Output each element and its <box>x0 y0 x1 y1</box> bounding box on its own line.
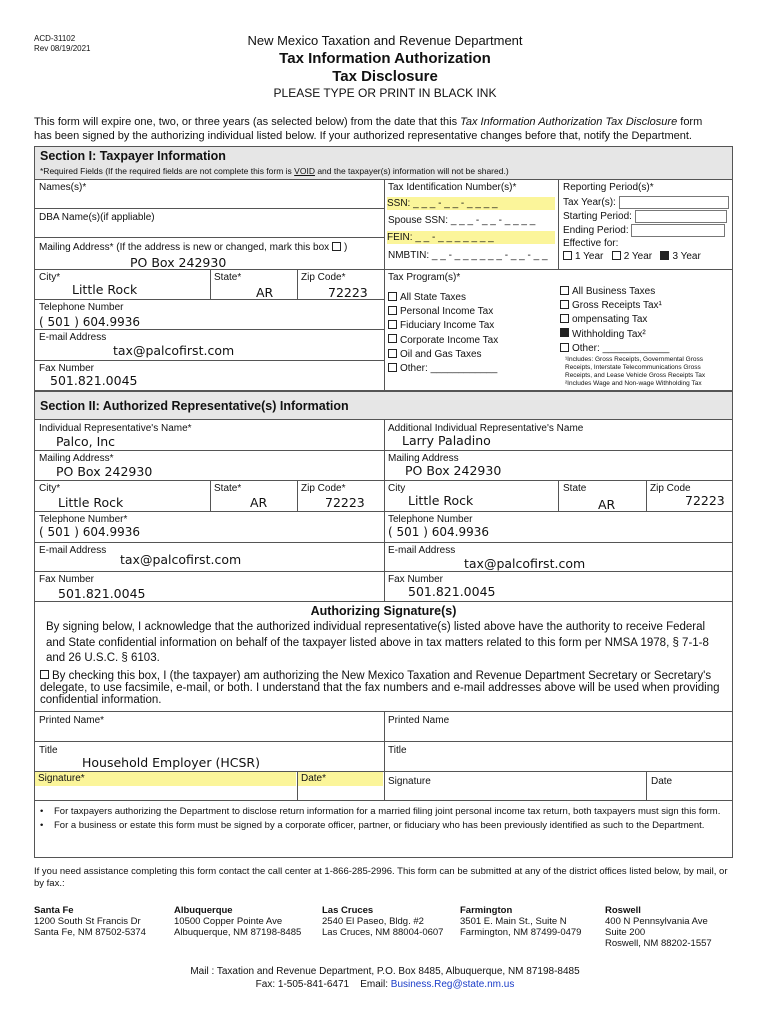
mailing-address-field[interactable]: PO Box 242930 <box>130 255 227 270</box>
rep-fax-label: Fax Number <box>39 574 95 585</box>
tax-years-row <box>563 196 729 209</box>
ending-period-label: Ending Period: <box>563 225 629 237</box>
rep-phone-label: Telephone Number* <box>39 514 128 525</box>
fax-email-consent <box>40 670 730 706</box>
add-rep-zip-field[interactable]: 72223 <box>685 493 725 508</box>
signature2-label: Signature <box>388 776 431 787</box>
starting-row <box>563 210 727 223</box>
date2-label: Date <box>651 776 673 787</box>
form-revision: Rev 08/19/2021 <box>34 44 91 53</box>
tax-years-input[interactable] <box>619 196 729 209</box>
office-santa-fe <box>34 905 146 938</box>
signature-label: Signature* <box>38 773 85 784</box>
note-text: For a business or estate this form must be signed by a corporate officer, partner, or fiduciary who has been previously identified as such to the Department. <box>54 819 705 831</box>
checkbox-icon <box>388 320 397 329</box>
signature-field[interactable] <box>35 772 296 786</box>
program-all-state[interactable] <box>388 291 498 305</box>
date-field[interactable] <box>298 772 383 786</box>
address-changed-checkbox[interactable] <box>332 242 341 251</box>
program-label: Withholding Tax² <box>572 328 646 340</box>
bullet-icon: • <box>40 806 44 817</box>
add-rep-email-field[interactable]: tax@palcofirst.com <box>464 556 586 571</box>
zip-label: Zip Code* <box>301 272 346 283</box>
city-field[interactable]: Little Rock <box>72 282 138 297</box>
rep-email-field[interactable]: tax@palcofirst.com <box>120 552 242 567</box>
rep-mail-label: Mailing Address* <box>39 453 114 464</box>
email-prefix: Email: <box>360 979 388 990</box>
office-name: Roswell <box>605 905 641 916</box>
program-label: Gross Receipts Tax¹ <box>572 300 662 312</box>
rep-city-label: City* <box>39 483 61 494</box>
starting-period-input[interactable] <box>635 210 727 223</box>
program-label: Other: ____________ <box>572 342 670 354</box>
program-footnotes <box>565 356 705 388</box>
rep-city-field[interactable]: Little Rock <box>58 495 124 510</box>
fax-email-line <box>0 979 770 990</box>
section2-header <box>34 391 733 420</box>
effective-options <box>563 251 701 262</box>
phone-number: 604.9936 <box>82 315 140 329</box>
mailing-label <box>39 242 347 253</box>
program-withholding[interactable] <box>560 328 669 342</box>
program-other-left[interactable] <box>388 362 498 376</box>
office-line: 3501 E. Main St., Suite N <box>460 916 567 927</box>
required-note <box>40 166 509 176</box>
form-subtitle: Tax Disclosure <box>332 68 438 85</box>
section1-header <box>34 146 733 180</box>
add-rep-mail-field[interactable]: PO Box 242930 <box>405 463 502 478</box>
office-las-cruces <box>322 905 443 938</box>
required-note-a: *Required Fields (If the required fields are not complete this form is <box>40 166 295 176</box>
phone-field[interactable] <box>39 315 140 329</box>
add-rep-phone-area: ( 501 ) <box>388 525 428 539</box>
rep-state-field[interactable]: AR <box>250 495 268 510</box>
assistance-text: If you need assistance completing this form contact the call center at 1-866-285-2996. This form can be submitted at any of the district offices listed below, by mail, or by fax.: <box>34 866 728 889</box>
rep-name-label: Individual Representative's Name* <box>39 423 192 434</box>
add-rep-phone-label: Telephone Number <box>388 514 473 525</box>
bullet-icon: • <box>40 819 44 831</box>
printed-name-label: Printed Name* <box>39 715 105 726</box>
rep-phone-area: ( 501 ) <box>39 525 79 539</box>
footnote-1: ¹Includes: Gross Receipts, Governmental Gross <box>565 356 703 363</box>
fax-email-consent-checkbox[interactable] <box>40 670 49 679</box>
add-rep-name-label: Additional Individual Representative's Name <box>388 423 584 434</box>
department-name: New Mexico Taxation and Revenue Department <box>247 33 523 48</box>
add-rep-city-label: City <box>388 483 406 494</box>
add-rep-name-field[interactable]: Larry Paladino <box>402 433 491 448</box>
spouse-ssn-field[interactable]: Spouse SSN: _ _ _ - _ _ - _ _ _ _ <box>388 215 536 226</box>
ending-period-input[interactable] <box>631 224 725 237</box>
intro-form-name: Tax Information Authorization Tax Disclosure <box>460 116 678 128</box>
section2-title: Section II: Authorized Representative(s) Information <box>40 399 349 413</box>
phone-label: Telephone Number <box>39 302 124 313</box>
program-other-right[interactable] <box>560 342 669 356</box>
programs-right-list <box>560 285 669 356</box>
rep-name-field[interactable]: Palco, Inc <box>56 434 116 449</box>
footnote-4: ²Includes Wage and Non-wage Withholding Tax <box>565 380 702 387</box>
program-personal-income[interactable] <box>388 305 498 319</box>
fax-label: Fax Number <box>39 363 95 374</box>
add-rep-phone-field[interactable] <box>388 525 489 539</box>
office-name: Las Cruces <box>322 905 374 916</box>
office-line: 10500 Copper Pointe Ave <box>174 916 283 927</box>
office-farmington <box>460 905 581 938</box>
program-label: ompensating Tax <box>572 314 648 326</box>
note-text: For taxpayers authorizing the Department to disclose return information for a married filing joint personal income tax return, both taxpayers must sign this form. <box>54 806 721 817</box>
starting-period-label: Starting Period: <box>563 211 632 223</box>
intro-line-2: has been signed by the authorizing individual listed below. If your authorized representative changes before that, notify the Department. <box>34 130 692 142</box>
void-word: VOID <box>294 166 315 176</box>
intro-part-b: form <box>677 116 703 128</box>
office-name: Albuquerque <box>174 905 233 916</box>
title-label: Title <box>39 745 58 756</box>
office-line: Suite 200 <box>605 927 646 938</box>
ssn-field[interactable]: SSN: _ _ _ - _ _ - _ _ _ _ <box>387 197 555 210</box>
office-line: Santa Fe, NM 87502-5374 <box>34 927 146 938</box>
section1-title: Section I: Taxpayer Information <box>40 149 226 163</box>
office-line: Farmington, NM 87499-0479 <box>460 927 582 938</box>
checkbox-icon <box>560 300 569 309</box>
year3-checkbox[interactable] <box>660 251 669 260</box>
state-field[interactable]: AR <box>256 285 274 300</box>
office-name: Farmington <box>460 905 513 916</box>
checkbox-icon <box>560 328 569 337</box>
fax-email-consent-text: By checking this box, I (the taxpayer) am authorizing the New Mexico Taxation and Revenue Department Secretary or Secretary's delegate, to use facsimile, e-mail, or both. I understand that the fax numbers and e-mail addresses above will be used when providing confidential information. <box>40 670 720 706</box>
program-corporate-income[interactable] <box>388 334 498 348</box>
title-field[interactable]: Household Employer (HCSR) <box>82 755 260 770</box>
checkbox-icon <box>388 349 397 358</box>
mailing-label-end: ) <box>343 242 348 253</box>
program-label: All Business Taxes <box>572 286 656 297</box>
city-label: City* <box>39 272 61 283</box>
names-label: Names(s)* <box>39 182 87 193</box>
program-label: Corporate Income Tax <box>400 334 499 346</box>
program-label: Oil and Gas Taxes <box>400 348 482 360</box>
add-rep-email-label: E-mail Address <box>388 545 456 556</box>
checkbox-icon <box>560 314 569 323</box>
email-label: E-mail Address <box>39 332 107 343</box>
program-label: Other: ____________ <box>400 363 498 375</box>
program-compensating[interactable] <box>560 313 669 327</box>
office-line: Roswell, NM 88202-1557 <box>605 938 712 949</box>
dba-field[interactable] <box>36 223 382 236</box>
office-line: Las Cruces, NM 88004-0607 <box>322 927 444 938</box>
names-field[interactable] <box>36 194 382 207</box>
tin-label: Tax Identification Number(s)* <box>388 182 517 193</box>
fein-field[interactable]: FEIN: _ _ - _ _ _ _ _ _ _ <box>387 231 555 244</box>
fax-line: Fax: 1-505-841-6471 <box>255 979 350 990</box>
office-line: 2540 El Paseo, Bldg. #2 <box>322 916 424 927</box>
printed-name-field[interactable] <box>36 726 382 739</box>
rep-zip-field[interactable]: 72223 <box>325 495 365 510</box>
signature-ack-text: By signing below, I acknowledge that the authorized individual representative(s) listed above have the authority to receive Federal and State confidential information on behalf of the taxpayer listed above in tax matters related to this form per NMSA 1978, § 7-1-8 and 26 U.S.C. § 6103. <box>46 621 709 664</box>
intro-part-a: This form will expire one, two, or three years (as selected below) from the date that this <box>34 116 461 128</box>
tax-years-label: Tax Year(s): <box>563 197 616 209</box>
state-label: State* <box>214 272 242 283</box>
checkbox-icon <box>388 292 397 301</box>
program-gross-receipts[interactable] <box>560 299 669 313</box>
program-oil-gas[interactable] <box>388 348 498 362</box>
checkbox-icon <box>388 334 397 343</box>
dba-label: DBA Name(s)(if appliable) <box>39 212 155 223</box>
zip-field[interactable]: 72223 <box>328 285 368 300</box>
rep-mail-field[interactable]: PO Box 242930 <box>56 464 153 479</box>
notes-list <box>40 806 728 831</box>
date-label: Date* <box>301 773 327 784</box>
tax-programs-label: Tax Program(s)* <box>388 272 461 283</box>
mailing-label-text: Mailing Address* (If the address is new or changed, mark this box <box>39 242 330 253</box>
printed-name2-field[interactable] <box>386 726 731 739</box>
program-label: Personal Income Tax <box>400 306 494 318</box>
email-link[interactable]: Business.Reg@state.nm.us <box>390 979 515 990</box>
form-number: ACD-31102 <box>34 34 76 43</box>
checkbox-icon <box>388 363 397 372</box>
rep-zip-label: Zip Code* <box>301 483 346 494</box>
office-roswell <box>605 905 712 949</box>
year1-checkbox[interactable] <box>563 251 572 260</box>
add-rep-mail-label: Mailing Address <box>388 453 459 464</box>
nmbtin-field[interactable]: NMBTIN: _ _ - _ _ _ _ _ _ - _ _ - _ _ <box>388 250 548 261</box>
footnote-3: Receipts, and Lease Vehicle Gross Receipts Tax <box>565 372 706 379</box>
signature-title: Authorizing Signature(s) <box>310 604 457 618</box>
add-rep-phone-number: 604.9936 <box>431 525 489 539</box>
add-rep-state-label: State <box>563 483 587 494</box>
office-albuquerque <box>174 905 301 938</box>
fax-field[interactable]: 501.821.0045 <box>50 373 138 388</box>
reporting-period-label: Reporting Period(s)* <box>563 182 654 193</box>
programs-left-list <box>388 291 498 376</box>
program-fiduciary-income[interactable] <box>388 319 498 333</box>
year3-label: 3 Year <box>672 251 701 262</box>
form-title: Tax Information Authorization <box>279 50 491 67</box>
rep-email-label: E-mail Address <box>39 545 107 556</box>
year1-label: 1 Year <box>575 251 604 262</box>
effective-label: Effective for: <box>563 238 619 249</box>
note-item <box>40 806 728 818</box>
title2-label: Title <box>388 745 407 756</box>
checkbox-icon <box>560 286 569 295</box>
checkbox-icon <box>560 343 569 352</box>
office-line: 400 N Pennsylvania Ave <box>605 916 708 927</box>
office-line: 1200 South St Francis Dr <box>34 916 141 927</box>
office-name: Santa Fe <box>34 905 74 916</box>
email-field[interactable]: tax@palcofirst.com <box>113 343 235 358</box>
program-all-business[interactable] <box>560 285 669 299</box>
office-line: Albuquerque, NM 87198-8485 <box>174 927 302 938</box>
rep-phone-number: 604.9936 <box>82 525 140 539</box>
intro-text <box>34 115 744 143</box>
required-note-b: and the taxpayer(s) information will not be shared.) <box>314 166 509 176</box>
printed-name2-label: Printed Name <box>388 715 450 726</box>
add-rep-zip-label: Zip Code <box>650 483 691 494</box>
add-rep-state-field[interactable]: AR <box>598 497 616 512</box>
footnote-2: Receipts, Interstate Telecommunications Gross <box>565 364 701 371</box>
ink-instruction: PLEASE TYPE OR PRINT IN BLACK INK <box>273 86 497 100</box>
phone-area-code: ( 501 ) <box>39 315 79 329</box>
note-item <box>40 820 728 832</box>
program-label: Fiduciary Income Tax <box>400 320 495 332</box>
add-rep-city-field[interactable]: Little Rock <box>408 493 474 508</box>
program-label: All State Taxes <box>400 292 466 303</box>
rep-phone-field[interactable] <box>39 525 140 539</box>
year2-label: 2 Year <box>623 251 653 262</box>
year2-checkbox[interactable] <box>612 251 621 260</box>
ending-row <box>563 224 725 237</box>
rep-fax-field[interactable]: 501.821.0045 <box>58 586 146 601</box>
checkbox-icon <box>388 306 397 315</box>
add-rep-fax-label: Fax Number <box>388 574 444 585</box>
add-rep-fax-field[interactable]: 501.821.0045 <box>408 584 496 599</box>
mail-address-line: Mail : Taxation and Revenue Department, P.O. Box 8485, Albuquerque, NM 87198-8485 <box>190 966 580 977</box>
rep-state-label: State* <box>214 483 242 494</box>
